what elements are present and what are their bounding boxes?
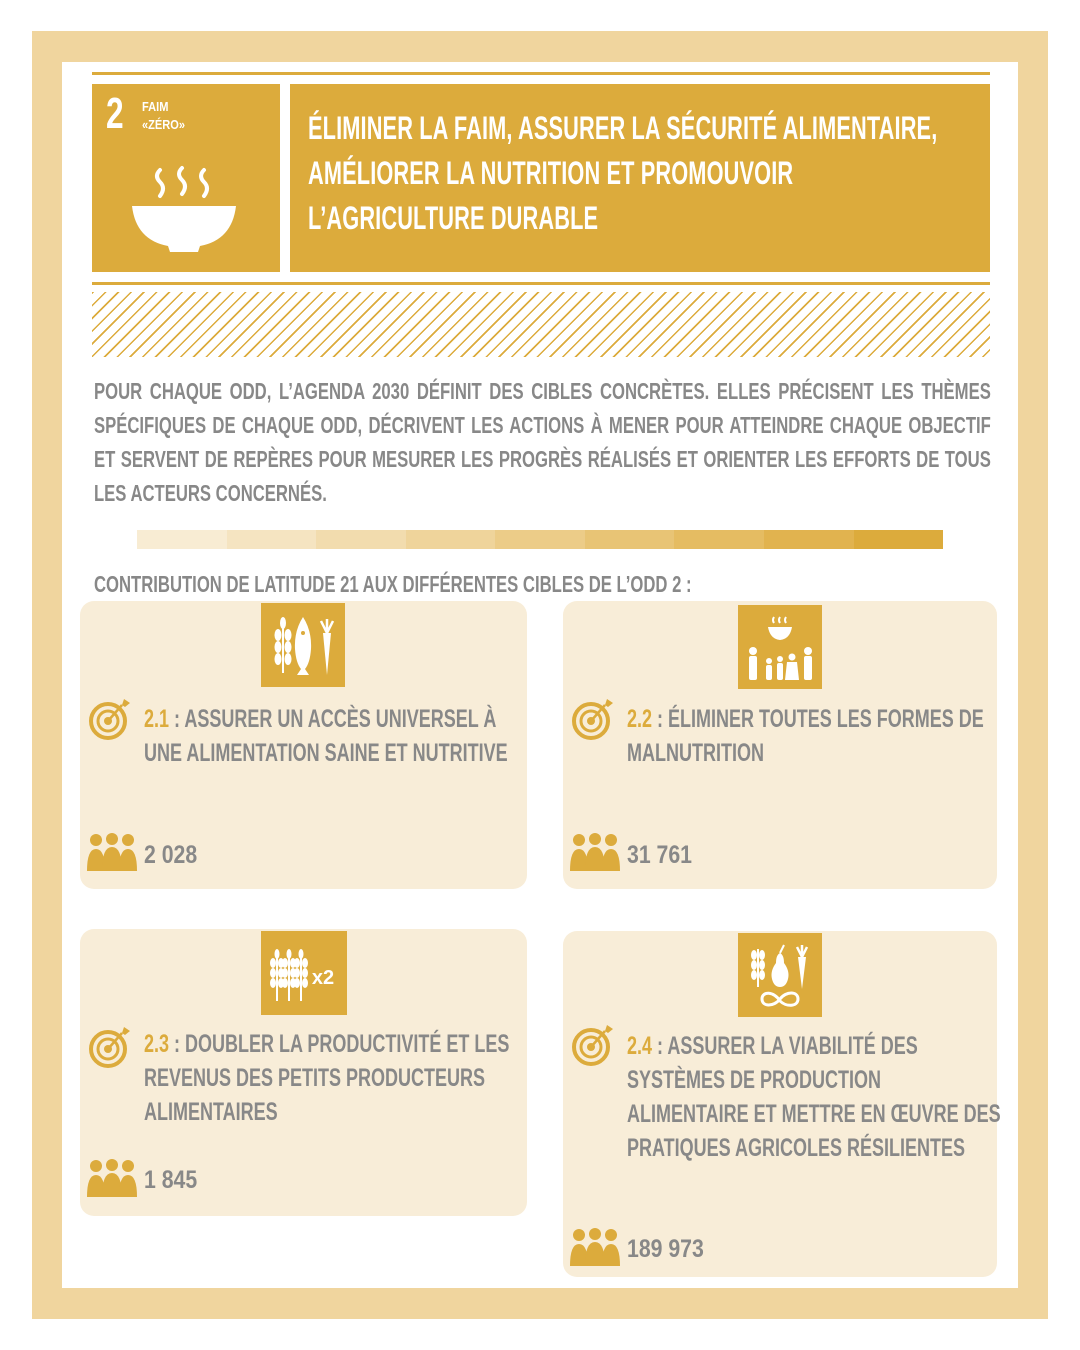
target-text-2-3 xyxy=(144,1027,518,1129)
bowl-family-icon xyxy=(738,605,822,689)
sdg-title-line: L’AGRICULTURE DURABLE xyxy=(308,200,599,236)
participant-count: 1 845 xyxy=(144,1166,198,1194)
target-text-2-2 xyxy=(627,702,1001,770)
gradient-segment xyxy=(674,530,764,549)
sdg-title-line: ÉLIMINER LA FAIM, ASSURER LA SÉCURITÉ ALIMENTAIRE, xyxy=(308,110,938,146)
hatch-band xyxy=(92,292,990,357)
target-number: 2.2 xyxy=(627,705,653,733)
sdg-title xyxy=(308,106,974,241)
target-separator: : xyxy=(169,705,185,733)
intro-paragraph: POUR CHAQUE ODD, L’AGENDA 2030 DÉFINIT DES CIBLES CONCRÈTES. ELLES PRÉCISENT LES THÈMES SPÉCIFIQUES DE CHAQUE ODD, DÉCRIVENT LES ACTIONS À MENER POUR ATTEINDRE CHAQUE OBJECTIF ET SERVENT DE REPÈRES POUR MESURER LES PROGRÈS RÉALISÉS ET ORIENTER LES EFFORTS DE TOUS LES ACTEURS CONCERNÉS. xyxy=(94,378,991,506)
top-rule xyxy=(92,72,990,75)
icon-label: x2 xyxy=(311,967,335,989)
wheat-x2-icon xyxy=(261,931,347,1015)
sdg-title-line: AMÉLIORER LA NUTRITION ET PROMOUVOIR xyxy=(308,155,794,191)
soup-bowl-icon xyxy=(128,162,244,252)
gradient-segment xyxy=(316,530,406,549)
sdg-name-line1: FAIM xyxy=(142,99,169,114)
target-icon xyxy=(571,697,615,741)
participant-count: 189 973 xyxy=(627,1235,704,1263)
gradient-segment xyxy=(854,530,944,549)
wheat-pear-carrot-infinity-icon xyxy=(738,933,822,1017)
gradient-segment xyxy=(406,530,496,549)
target-number: 2.3 xyxy=(144,1030,170,1058)
bottom-rule xyxy=(92,282,990,285)
target-icon xyxy=(88,697,132,741)
grain-fish-carrot-icon xyxy=(261,603,345,687)
gradient-segment xyxy=(495,530,585,549)
participant-count: 2 028 xyxy=(144,841,198,869)
gradient-segment xyxy=(585,530,675,549)
gradient-bar xyxy=(137,530,943,549)
wheat-pear-carrot-infinity-icon xyxy=(738,933,822,1017)
target-separator: : xyxy=(652,1032,668,1060)
target-description: ASSURER UN ACCÈS UNIVERSEL À UNE ALIMENTATION SAINE ET NUTRITIVE xyxy=(144,705,508,767)
participant-count: 31 761 xyxy=(627,841,692,869)
sdg-title-box xyxy=(290,84,990,272)
target-separator: : xyxy=(169,1030,186,1058)
target-text-2-1 xyxy=(144,702,518,770)
bowl-family-icon xyxy=(738,605,822,689)
gradient-segment xyxy=(764,530,854,549)
people-icon xyxy=(86,1159,138,1197)
people-icon xyxy=(86,833,138,871)
target-separator: : xyxy=(652,705,669,733)
sdg-name xyxy=(142,98,185,134)
target-description: DOUBLER LA PRODUCTIVITÉ ET LES REVENUS DES PETITS PRODUCTEURS ALIMENTAIRES xyxy=(144,1030,510,1126)
gradient-segment xyxy=(227,530,317,549)
wheat-x2-icon xyxy=(261,931,347,1015)
target-icon xyxy=(571,1023,615,1067)
gradient-segment xyxy=(137,530,227,549)
people-icon xyxy=(569,1228,621,1266)
sdg-2-badge xyxy=(92,84,280,272)
section-title: CONTRIBUTION DE LATITUDE 21 AUX DIFFÉRENTES CIBLES DE L’ODD 2 : xyxy=(94,571,692,597)
target-description: ASSURER LA VIABILITÉ DES SYSTÈMES DE PRODUCTION ALIMENTAIRE ET METTRE EN ŒUVRE DES PRATIQUES AGRICOLES RÉSILIENTES xyxy=(627,1032,1001,1162)
grain-fish-carrot-icon xyxy=(261,603,345,687)
target-icon xyxy=(88,1025,132,1069)
sdg-number: 2 xyxy=(106,89,124,138)
target-text-2-4 xyxy=(627,1029,1001,1165)
target-description: ÉLIMINER TOUTES LES FORMES DE MALNUTRITION xyxy=(627,705,984,767)
target-number: 2.4 xyxy=(627,1032,653,1060)
target-number: 2.1 xyxy=(144,705,170,733)
sdg-name-line2: «ZÉRO» xyxy=(142,117,185,132)
people-icon xyxy=(569,833,621,871)
